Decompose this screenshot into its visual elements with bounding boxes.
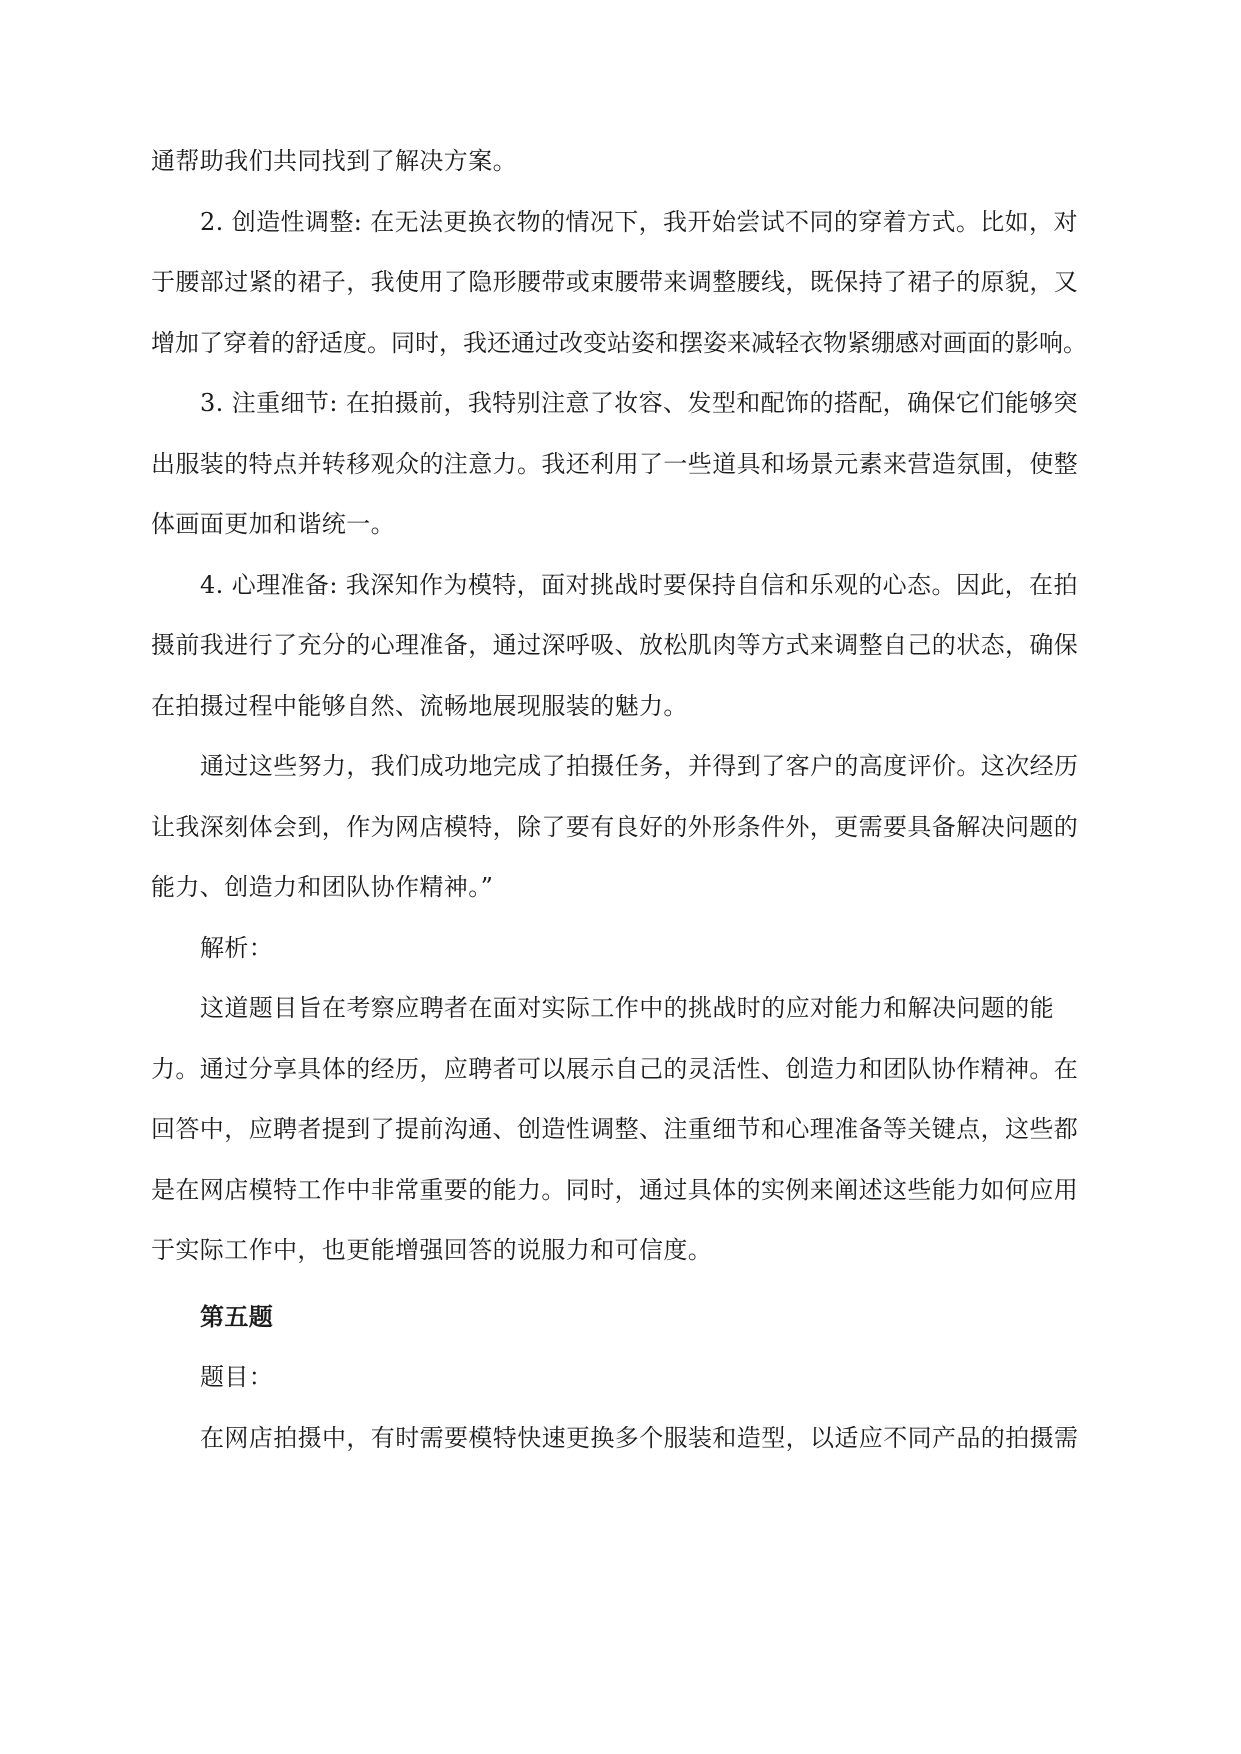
- text-line: 通过这些努力，我们成功地完成了拍摄任务，并得到了客户的高度评价。这次经历: [200, 752, 1079, 780]
- text-line: 这道题目旨在考察应聘者在面对实际工作中的挑战时的应对能力和解决问题的能: [200, 994, 1054, 1022]
- text-line: 增加了穿着的舒适度。同时，我还通过改变站姿和摆姿来减轻衣物紧绷感对画面的影响。: [151, 328, 1088, 357]
- analysis-label: 解析：: [200, 933, 274, 962]
- text-line: 4. 心理准备: 我深知作为模特，面对挑战时要保持自信和乐观的心态。因此，在拍: [200, 570, 1078, 599]
- section-heading: 第五题: [200, 1302, 274, 1331]
- text-line: 出服装的特点并转移观众的注意力。我还利用了一些道具和场景元素来营造氛围，使整: [151, 449, 1079, 478]
- body-text: [151, 131, 1089, 1468]
- text-line: 摄前我进行了充分的心理准备，通过深呼吸、放松肌肉等方式来调整自己的状态，确保: [151, 631, 1079, 659]
- question-label: 题目：: [200, 1363, 274, 1391]
- text-line: 通帮助我们共同找到了解决方案。: [151, 147, 517, 175]
- text-line: 在拍摄过程中能够自然、流畅地展现服装的魅力。: [151, 691, 688, 720]
- text-line: 是在网店模特工作中非常重要的能力。同时，通过具体的实例来阐述这些能力如何应用: [151, 1175, 1079, 1204]
- text-line: 能力、创造力和团队协作精神。”: [151, 873, 494, 901]
- text-line: 于实际工作中，也更能增强回答的说服力和可信度。: [151, 1236, 713, 1264]
- text-line: 回答中，应聘者提到了提前沟通、创造性调整、注重细节和心理准备等关键点，这些都: [151, 1115, 1079, 1143]
- text-line: 于腰部过紧的裙子，我使用了隐形腰带或束腰带来调整腰线，既保持了裙子的原貌，又: [151, 268, 1079, 296]
- text-line: 2. 创造性调整: 在无法更换衣物的情况下，我开始尝试不同的穿着方式。比如，对: [200, 207, 1078, 236]
- text-line: 在网店拍摄中，有时需要模特快速更换多个服装和造型，以适应不同产品的拍摄需: [200, 1423, 1079, 1452]
- text-line: 3. 注重细节: 在拍摄前，我特别注意了妆容、发型和配饰的搭配，确保它们能够突: [200, 389, 1078, 417]
- text-line: 力。通过分享具体的经历，应聘者可以展示自己的灵活性、创造力和团队协作精神。在: [151, 1054, 1079, 1083]
- text-line: 让我深刻体会到，作为网店模特，除了要有良好的外形条件外，更需要具备解决问题的: [151, 812, 1079, 841]
- text-line: 体画面更加和谐统一。: [151, 510, 395, 538]
